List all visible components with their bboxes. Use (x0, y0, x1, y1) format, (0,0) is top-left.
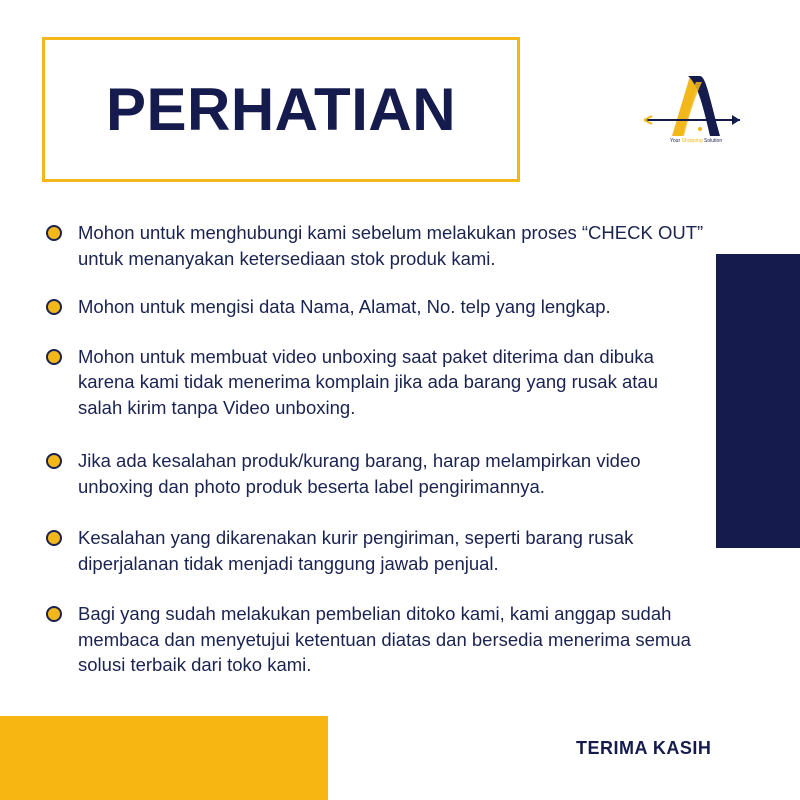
notice-text: Kesalahan yang dikarenakan kurir pengiriman, seperti barang rusak diperjalanan tidak menjadi tanggung jawab penjual. (78, 527, 634, 574)
bullet-icon (46, 349, 62, 365)
list-item (46, 448, 706, 499)
navy-accent-bar (716, 254, 800, 548)
bullet-icon (46, 299, 62, 315)
page-title: PERHATIAN (105, 76, 457, 143)
notice-list (46, 220, 706, 678)
notice-text: Jika ada kesalahan produk/kurang barang, harap melampirkan video unboxing dan photo produk beserta label pengirimannya. (78, 450, 641, 497)
notice-text: Mohon untuk membuat video unboxing saat paket diterima dan dibuka karena kami tidak menerima komplain jika ada barang yang rusak atau salah kirim tanpa Video unboxing. (78, 345, 658, 418)
notice-text: Mohon untuk menghubungi kami sebelum melakukan proses “CHECK OUT” untuk menanyakan ketersediaan stok produk kami. (78, 222, 704, 269)
notice-text: Bagi yang sudah melakukan pembelian ditoko kami, kami anggap sudah membaca dan menyetujui ketentuan diatas dan bersedia menerima semua solusi terbaik dari toko kami. (78, 603, 691, 675)
list-item (46, 344, 706, 421)
title-box (42, 37, 520, 182)
logo-tagline-highlight: Shopping (681, 138, 703, 144)
list-item (46, 294, 706, 320)
yellow-accent-bar (0, 716, 328, 800)
list-item (46, 525, 706, 576)
logo-tagline-prefix: Your (670, 138, 681, 144)
bullet-icon (46, 225, 62, 241)
list-item (46, 220, 706, 271)
logo-icon (640, 70, 748, 152)
logo-tagline (670, 138, 722, 144)
logo-tagline-suffix: Solution (704, 138, 723, 144)
list-item (46, 601, 706, 678)
bullet-icon (46, 453, 62, 469)
bullet-icon (46, 530, 62, 546)
thanks-text: TERIMA KASIH (576, 738, 712, 758)
bullet-icon (46, 606, 62, 622)
notice-text: Mohon untuk mengisi data Nama, Alamat, No. telp yang lengkap. (78, 296, 611, 317)
